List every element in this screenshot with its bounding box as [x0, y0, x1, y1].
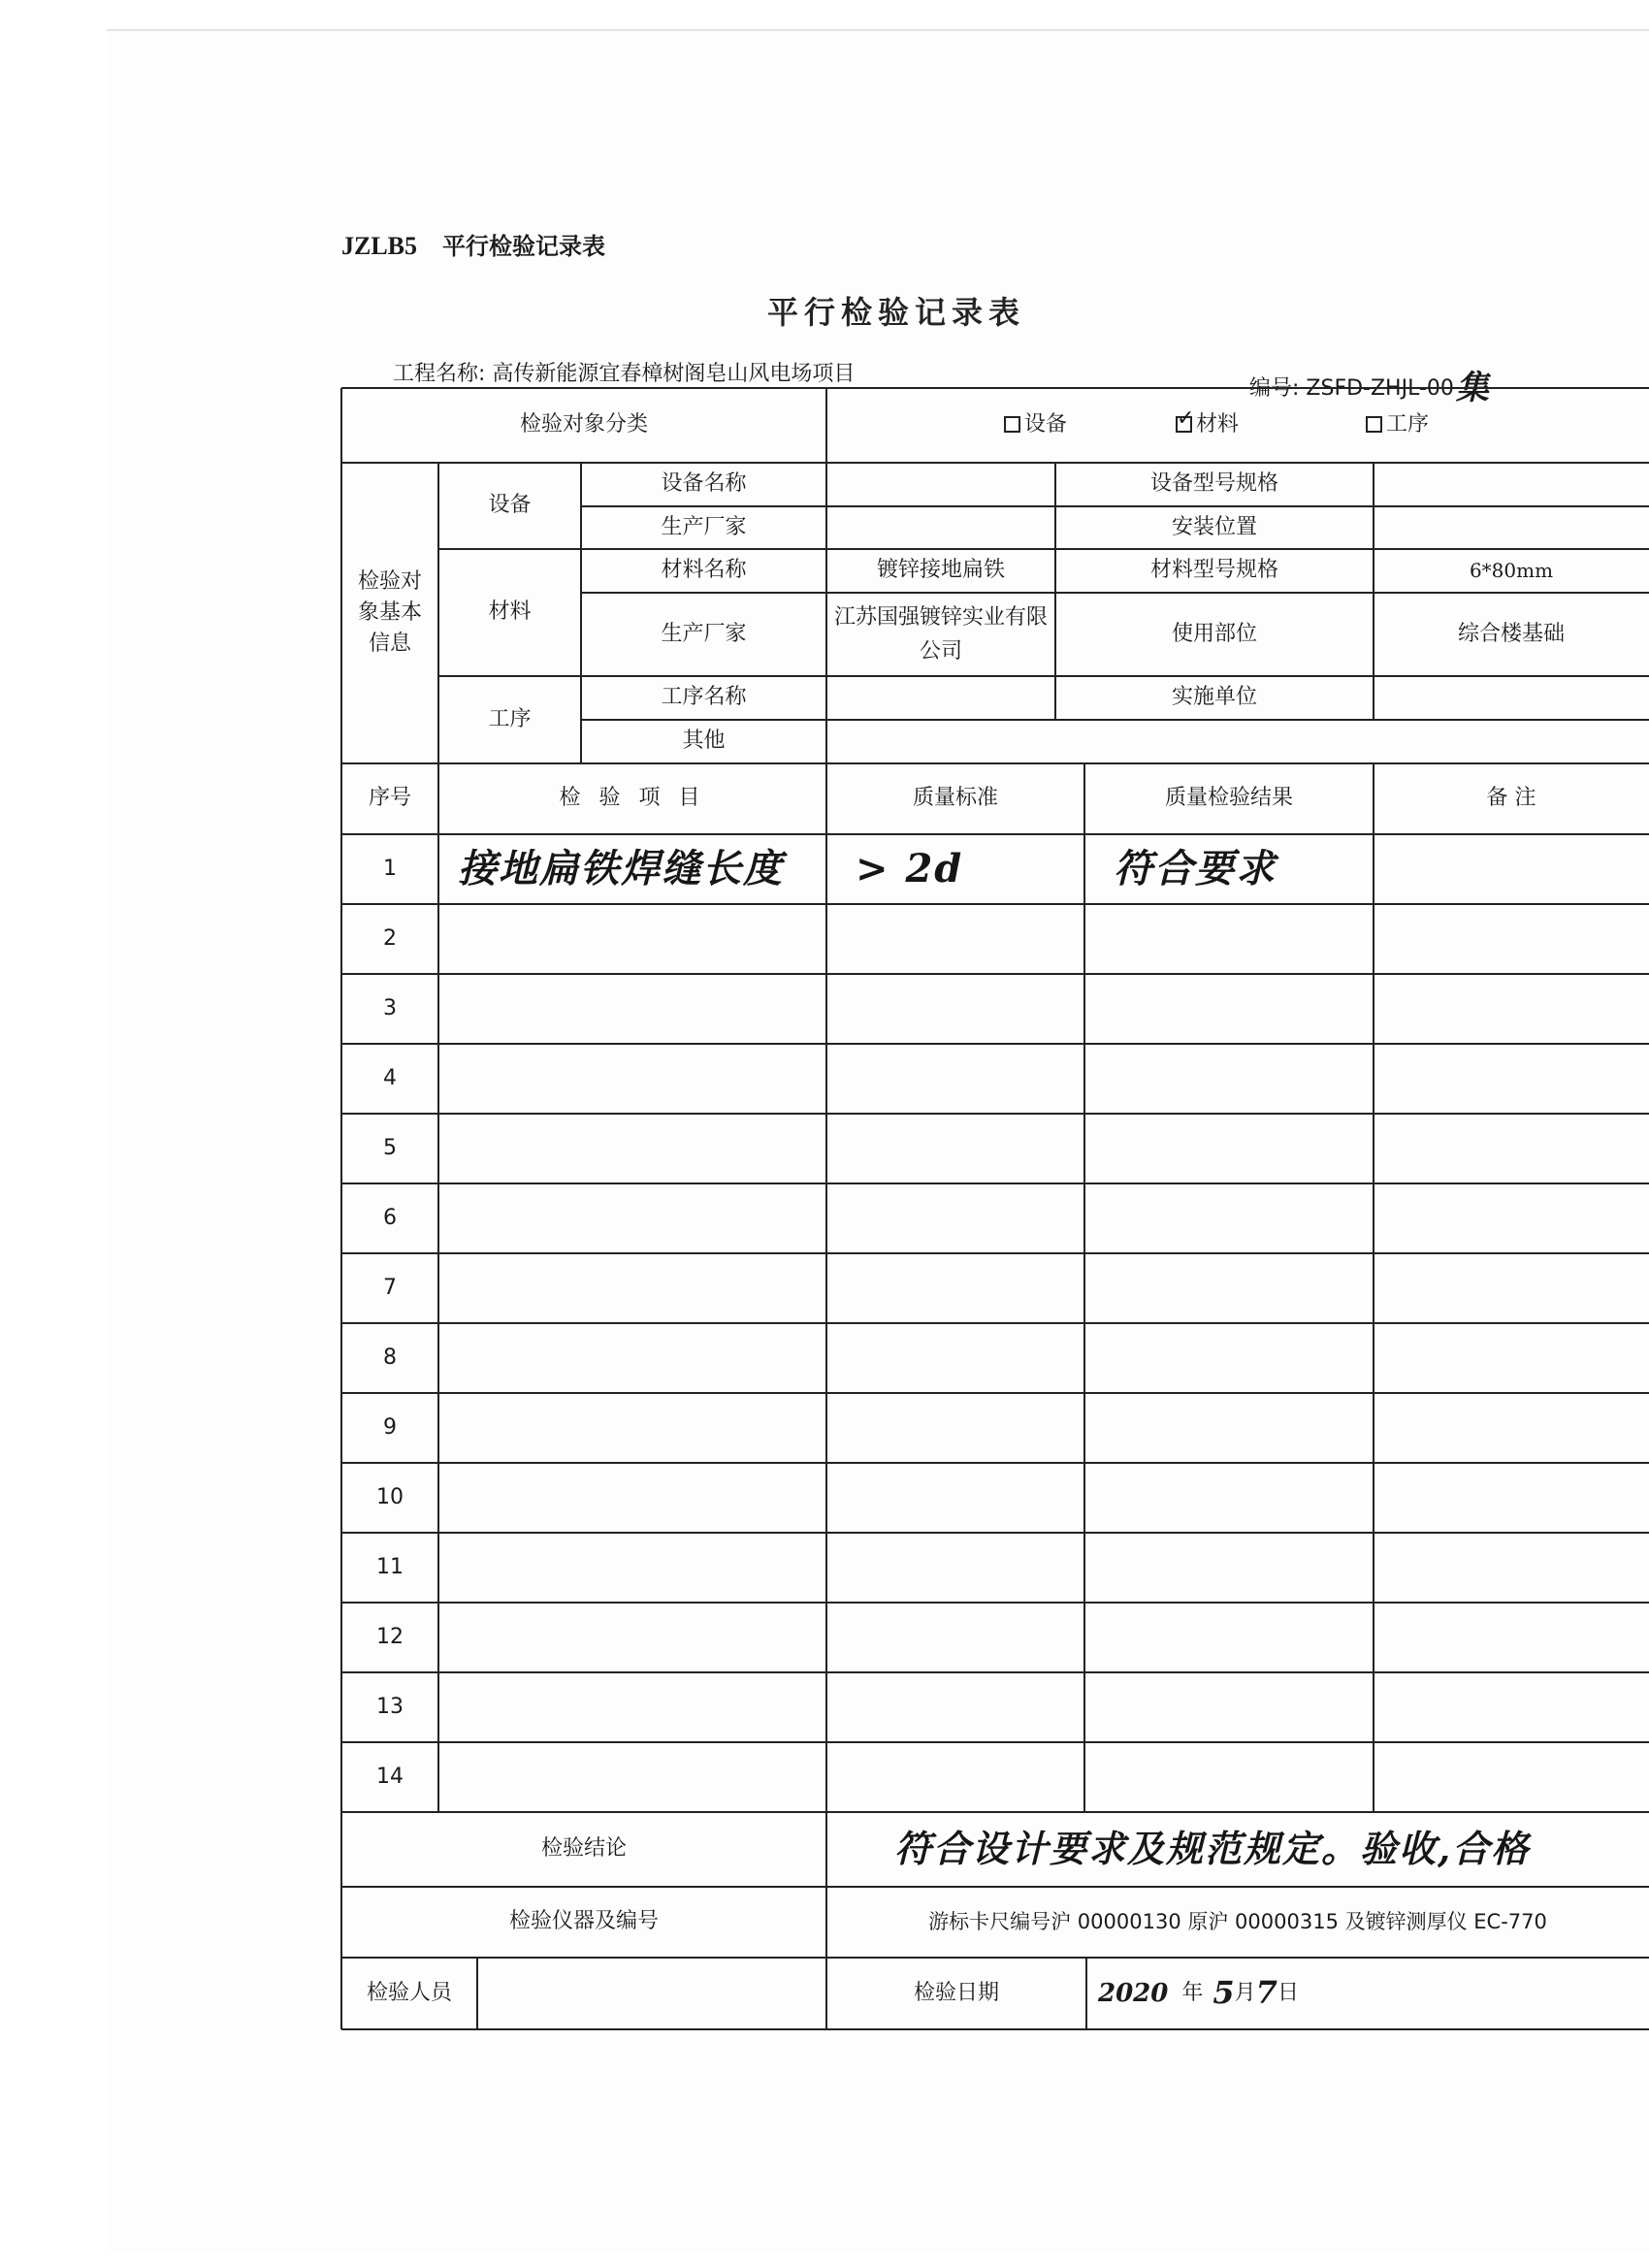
option-material[interactable]: [1176, 408, 1239, 441]
row-result: [1084, 974, 1374, 1044]
row-standard: > 2d: [856, 846, 964, 891]
row-no: 1: [383, 856, 397, 881]
category-options: [826, 388, 1649, 463]
row-item: [438, 1742, 826, 1812]
row-item: [438, 1183, 826, 1253]
row-item: [438, 1672, 826, 1742]
process-unit-label: 实施单位: [1171, 685, 1257, 710]
conclusion-label: 检验结论: [540, 1836, 627, 1862]
row-item: [438, 1393, 826, 1463]
row-item: [438, 1603, 826, 1672]
checkbox-process[interactable]: [1366, 416, 1382, 433]
row-item: 接地扁铁焊缝长度: [458, 846, 784, 891]
process-label: 工序: [488, 706, 532, 731]
row-result: [1084, 1533, 1374, 1603]
row-standard: [826, 974, 1084, 1044]
process-other-value: [826, 720, 1649, 763]
material-maker-label: 生产厂家: [661, 621, 747, 646]
row-remark: [1374, 1533, 1649, 1603]
row-remark: [1374, 1672, 1649, 1742]
row-result: [1084, 1672, 1374, 1742]
row-result: [1084, 1114, 1374, 1183]
row-result: [1084, 1393, 1374, 1463]
process-other-label: 其他: [682, 729, 726, 754]
row-result: 符合要求: [1114, 846, 1277, 891]
date-label: 检验日期: [913, 1980, 999, 2005]
inspector-label: 检验人员: [366, 1980, 452, 2005]
material-maker-value: 江苏国强镀锌实业有限公司: [833, 604, 1048, 664]
row-no: 5: [383, 1135, 397, 1160]
serial-label: 编号: ZSFD-ZHJL-00: [1249, 376, 1454, 401]
material-model-value: 6*80mm: [1469, 559, 1554, 582]
date-year: 2020: [1098, 1978, 1169, 2008]
row-standard: [826, 1393, 1084, 1463]
date-month: 5: [1212, 1974, 1235, 2012]
inspector-value: [477, 1958, 826, 2029]
category-label: 检验对象分类: [519, 412, 648, 437]
material-model-label: 材料型号规格: [1149, 558, 1278, 583]
equipment-location-value: [1374, 506, 1649, 549]
col-header-item: 检 验 项 目: [559, 786, 706, 811]
equipment-name-value: [826, 463, 1055, 506]
row-item: [438, 1114, 826, 1183]
row-remark: [1374, 1603, 1649, 1672]
row-standard: [826, 1114, 1084, 1183]
row-no: 10: [376, 1484, 404, 1509]
row-standard: [826, 1044, 1084, 1114]
row-remark: [1374, 1393, 1649, 1463]
row-remark: [1374, 904, 1649, 974]
row-remark: [1374, 1323, 1649, 1393]
row-item: [438, 1463, 826, 1533]
doc-code: JZLB5: [341, 232, 418, 260]
col-header-no: 序号: [368, 786, 411, 811]
row-no: 11: [376, 1554, 404, 1579]
row-no: 9: [383, 1414, 397, 1440]
row-remark: [1374, 974, 1649, 1044]
process-name-value: [826, 676, 1055, 720]
row-result: [1084, 1463, 1374, 1533]
instruments-label: 检验仪器及编号: [508, 1909, 659, 1934]
option-process[interactable]: [1366, 408, 1429, 441]
row-no: 7: [383, 1275, 397, 1300]
project-name: 工程名称: 高传新能源宜春樟树阁皂山风电场项目: [393, 362, 856, 386]
instruments-value: 游标卡尺编号沪 00000130 原沪 00000315 及镀锌测厚仪 EC-770: [928, 1910, 1547, 1934]
row-result: [1084, 1044, 1374, 1114]
row-item: [438, 1253, 826, 1323]
row-standard: [826, 1253, 1084, 1323]
row-no: 4: [383, 1065, 397, 1090]
row-standard: [826, 1183, 1084, 1253]
option-equipment-label: 设备: [1024, 412, 1068, 437]
form-title: 平行检验记录表: [766, 294, 1025, 331]
row-remark: [1374, 1114, 1649, 1183]
row-item: [438, 1323, 826, 1393]
row-standard: [826, 1742, 1084, 1812]
date-day-unit: 日: [1277, 1980, 1299, 2005]
equipment-label: 设备: [488, 493, 532, 518]
row-result: [1084, 1253, 1374, 1323]
row-no: 12: [376, 1624, 404, 1649]
row-standard: [826, 904, 1084, 974]
row-remark: [1374, 1044, 1649, 1114]
row-result: [1084, 1323, 1374, 1393]
row-remark: [1374, 1463, 1649, 1533]
row-no: 14: [376, 1764, 404, 1789]
row-no: 3: [383, 995, 397, 1021]
row-result: [1084, 1603, 1374, 1672]
row-remark: [1374, 1183, 1649, 1253]
material-part-value: 综合楼基础: [1457, 621, 1565, 646]
row-standard: [826, 1533, 1084, 1603]
material-name-label: 材料名称: [661, 558, 747, 583]
option-process-label: 工序: [1386, 412, 1430, 437]
row-remark: [1374, 834, 1649, 904]
row-no: 6: [383, 1205, 397, 1230]
row-result: [1084, 904, 1374, 974]
row-no: 2: [383, 925, 397, 951]
equipment-name-label: 设备名称: [661, 471, 747, 497]
row-no: 13: [376, 1694, 404, 1719]
row-standard: [826, 1672, 1084, 1742]
equipment-maker-value: [826, 506, 1055, 549]
process-name-label: 工序名称: [661, 685, 747, 710]
date-value: [1086, 1958, 1649, 2029]
col-header-result: 质量检验结果: [1164, 786, 1293, 811]
col-header-remark: 备 注: [1486, 786, 1536, 811]
equipment-location-label: 安装位置: [1171, 514, 1257, 539]
row-standard: [826, 1323, 1084, 1393]
row-item: [438, 904, 826, 974]
equipment-maker-label: 生产厂家: [661, 514, 747, 539]
checkbox-equipment[interactable]: [1004, 416, 1020, 433]
doc-title: 平行检验记录表: [442, 233, 606, 260]
row-remark: [1374, 1253, 1649, 1323]
material-label: 材料: [488, 599, 532, 625]
material-part-label: 使用部位: [1171, 621, 1257, 646]
material-name-value: 镀锌接地扁铁: [876, 558, 1005, 583]
date-day: 7: [1255, 1974, 1277, 2012]
process-unit-value: [1374, 676, 1649, 720]
serial-handwritten: 集: [1455, 369, 1489, 407]
col-header-standard: 质量标准: [912, 786, 998, 811]
basic-info-label: 检验对象基本信息: [357, 569, 422, 656]
equipment-model-label: 设备型号规格: [1149, 471, 1278, 497]
conclusion-value: 符合设计要求及规范规定。验收,合格: [894, 1827, 1531, 1871]
row-item: [438, 1044, 826, 1114]
equipment-model-value: [1374, 463, 1649, 506]
row-no: 8: [383, 1345, 397, 1370]
option-equipment[interactable]: [1004, 408, 1067, 441]
row-item: [438, 1533, 826, 1603]
option-material-label: 材料: [1196, 412, 1240, 437]
row-result: [1084, 1183, 1374, 1253]
row-standard: [826, 1603, 1084, 1672]
date-year-unit: 年: [1181, 1980, 1204, 2005]
checkbox-material[interactable]: [1176, 416, 1192, 433]
date-month-unit: 月: [1234, 1980, 1256, 2005]
row-standard: [826, 1463, 1084, 1533]
row-remark: [1374, 1742, 1649, 1812]
row-item: [438, 974, 826, 1044]
row-result: [1084, 1742, 1374, 1812]
